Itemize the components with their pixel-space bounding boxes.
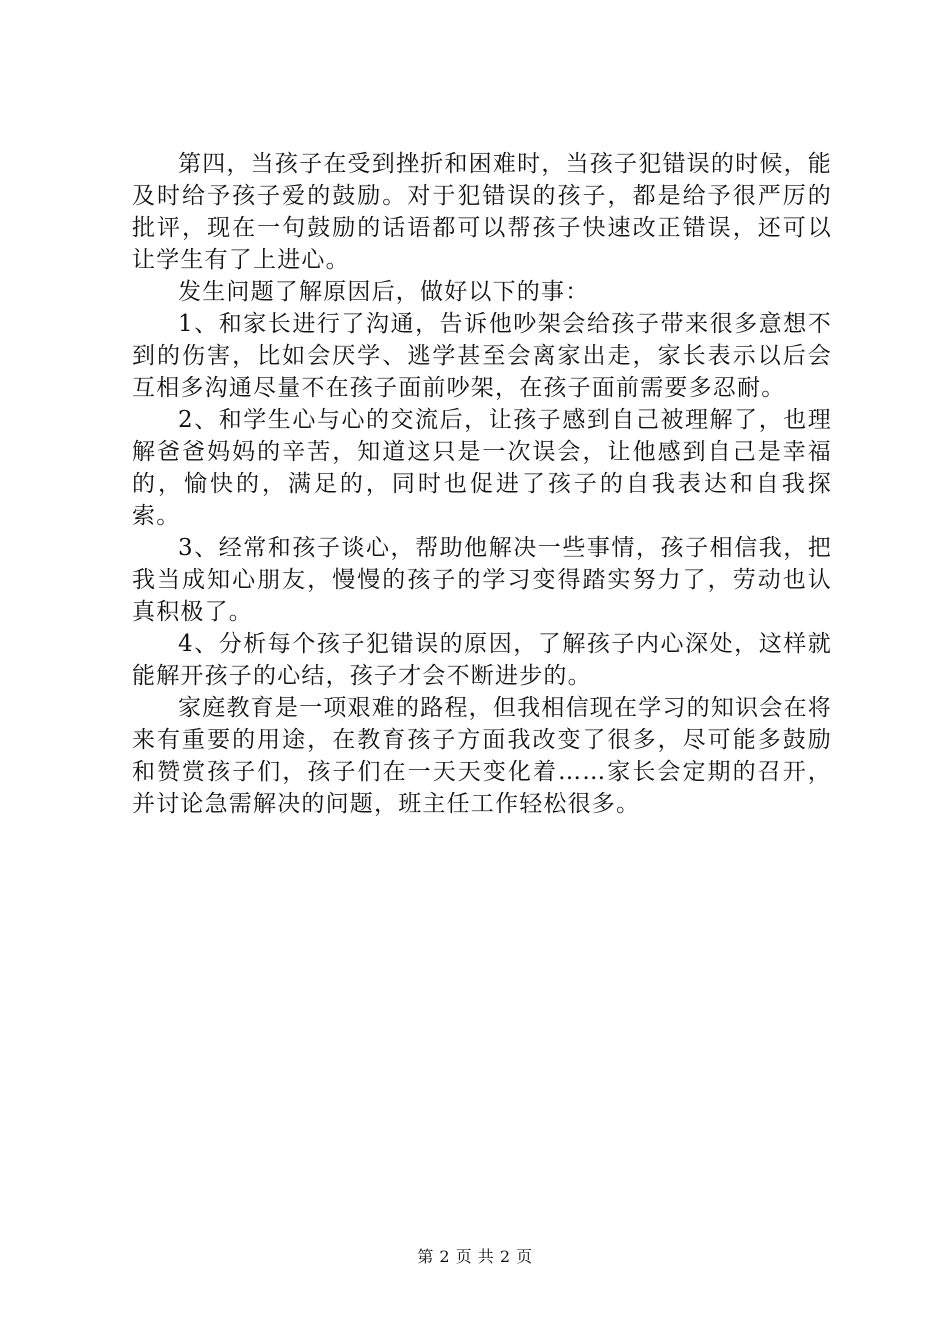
paragraph-intro-actions: 发生问题了解原因后，做好以下的事：	[178, 279, 590, 305]
paragraph-item-2: 2、和学生心与心的交流后，让孩子感到自己被理解了，也理解爸爸妈妈的辛苦，知道这只是一次误会，让他感到自己是幸福的，愉快的，满足的，同时也促进了孩子的自我表达和自我探索。	[132, 407, 832, 529]
document-body	[132, 148, 832, 820]
page-number-footer: 第 2 页 共 2 页	[417, 1247, 533, 1266]
paragraph-encouragement: 第四，当孩子在受到挫折和困难时，当孩子犯错误的时候，能及时给予孩子爱的鼓励。对于犯错误的孩子，都是给予很严厉的批评，现在一句鼓励的话语都可以帮孩子快速改正错误，还可以让学生有了上进心。	[132, 151, 832, 273]
paragraph-item-4: 4、分析每个孩子犯错误的原因，了解孩子内心深处，这样就能解开孩子的心结，孩子才会不断进步的。	[132, 631, 832, 689]
paragraph-item-3: 3、经常和孩子谈心，帮助他解决一些事情，孩子相信我，把我当成知心朋友，慢慢的孩子的学习变得踏实努力了，劳动也认真积极了。	[132, 535, 832, 625]
paragraph-item-1: 1、和家长进行了沟通，告诉他吵架会给孩子带来很多意想不到的伤害，比如会厌学、逃学甚至会离家出走，家长表示以后会互相多沟通尽量不在孩子面前吵架，在孩子面前需要多忍耐。	[132, 311, 832, 401]
paragraph-conclusion: 家庭教育是一项艰难的路程，但我相信现在学习的知识会在将来有重要的用途，在教育孩子方面我改变了很多，尽可能多鼓励和赞赏孩子们，孩子们在一天天变化着……家长会定期的召开，并讨论急需解决的问题，班主任工作轻松很多。	[132, 695, 832, 817]
